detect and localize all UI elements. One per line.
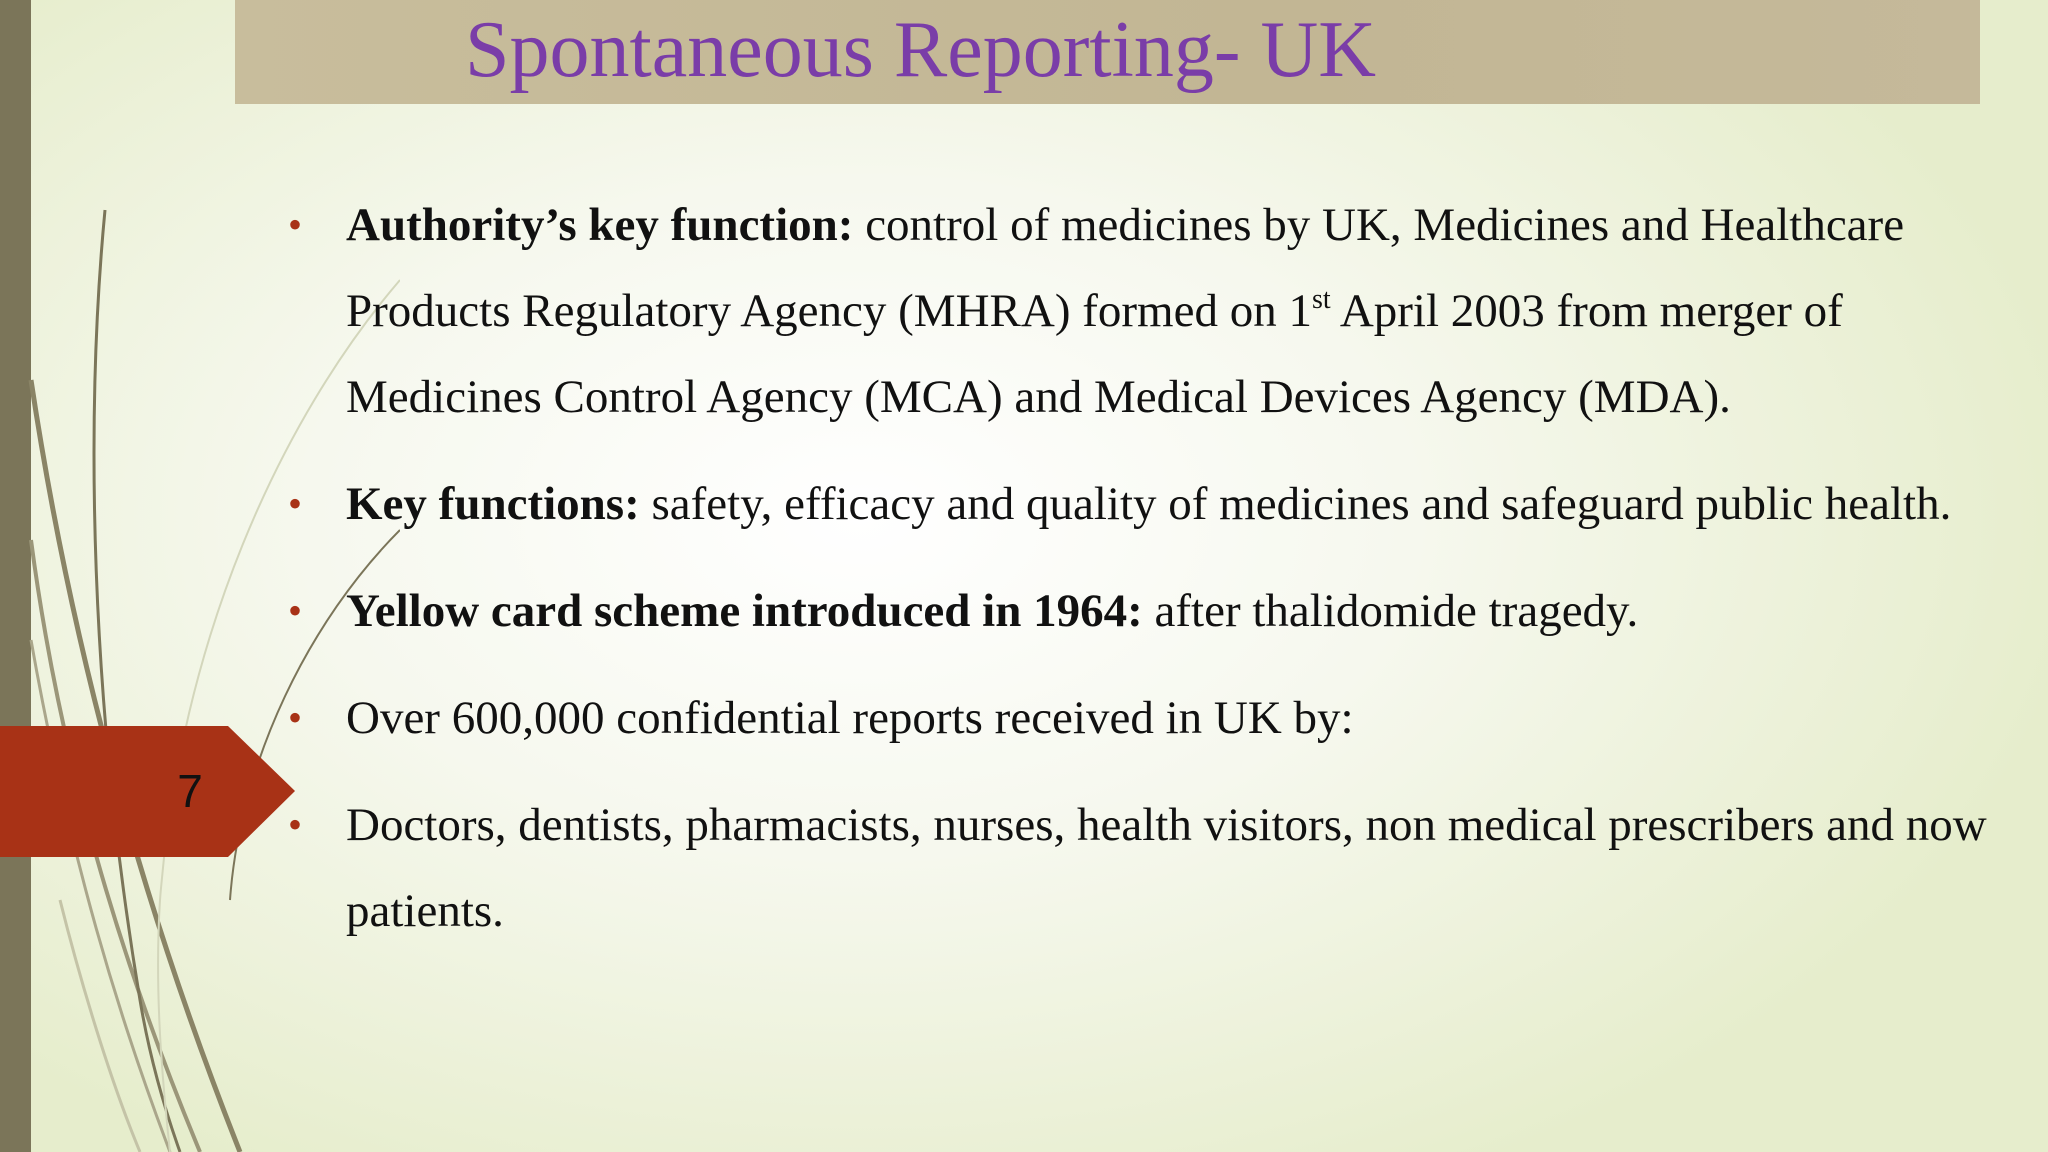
bullet-marker: • xyxy=(288,588,303,633)
bullet-key-functions xyxy=(288,461,1996,547)
bullet-text: after thalidomide tragedy. xyxy=(1142,585,1639,637)
slide-title: Spontaneous Reporting- UK xyxy=(465,6,1377,94)
bullet-reporters xyxy=(288,782,1996,954)
bullet-list xyxy=(288,182,1996,975)
bullet-text: Over 600,000 confidential reports received in UK by: xyxy=(346,692,1354,744)
bullet-authority-function xyxy=(288,182,1996,440)
bullet-marker: • xyxy=(288,695,303,740)
bullet-marker: • xyxy=(288,802,303,847)
bullet-text-continued: April 2003 from merger of Medicines Control Agency (MCA) and Medical Devices Agency (MDA). xyxy=(346,285,1843,423)
bullet-text: safety, efficacy and quality of medicines and safeguard public health. xyxy=(639,478,1952,530)
bullet-text: control of medicines by UK, Medicines and Healthcare Products Regulatory Agency (MHRA) formed on 1 xyxy=(346,199,1905,337)
bullet-yellow-card xyxy=(288,568,1996,654)
bullet-text: Doctors, dentists, pharmacists, nurses, health visitors, non medical prescribers and now patients. xyxy=(346,799,1987,937)
bullet-marker: • xyxy=(288,481,303,526)
bullet-reports-received xyxy=(288,675,1996,761)
bullet-marker: • xyxy=(288,202,303,247)
ordinal-suffix: st xyxy=(1311,284,1331,315)
bullet-heading: Yellow card scheme introduced in 1964: xyxy=(346,585,1143,637)
decorative-curves xyxy=(0,0,400,1152)
page-number: 7 xyxy=(177,765,203,817)
page-number-badge xyxy=(0,726,295,857)
bullet-heading: Key functions: xyxy=(346,478,640,530)
bullet-heading: Authority’s key function: xyxy=(346,199,854,251)
